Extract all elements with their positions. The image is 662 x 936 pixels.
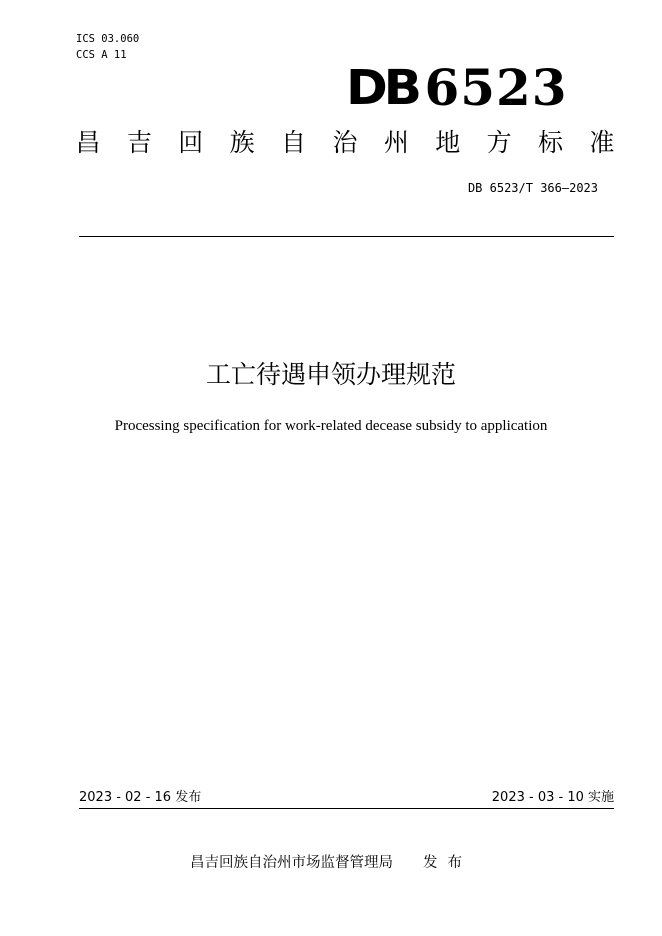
db-logo-letters: DB	[346, 60, 418, 116]
document-title-en: Processing specification for work-related decease subsidy to application	[114, 418, 548, 434]
implementation-date: 2023 - 03 - 10 实施	[491, 790, 614, 805]
standard-kind-char: 族	[229, 128, 255, 157]
standard-kind-char: 州	[383, 128, 409, 157]
document-title-zh: 工亡待遇申领办理规范	[205, 360, 456, 389]
issuer-line	[0, 853, 662, 873]
standard-kind-heading	[72, 126, 618, 160]
issuer-action: 发布	[423, 855, 472, 871]
ics-code: ICS 03.060	[76, 33, 140, 45]
standard-kind-char: 地	[435, 128, 461, 157]
footer-divider	[79, 808, 614, 809]
standard-kind-char: 回	[178, 128, 204, 157]
standard-kind-char: 自	[281, 128, 307, 157]
issue-date: 2023 - 02 - 16 发布	[79, 790, 202, 805]
standard-kind-char: 标	[538, 128, 564, 157]
standard-kind-char: 方	[486, 128, 512, 157]
db-logo-number: 6523	[424, 58, 568, 117]
standard-number: DB 6523/T 366—2023	[467, 181, 598, 195]
issuer-organization: 昌吉回族自治州市场监督管理局	[190, 855, 393, 871]
standard-kind-char: 治	[332, 128, 358, 157]
standard-kind-char: 昌	[75, 128, 101, 157]
db-logo	[346, 52, 568, 117]
ccs-code: CCS A 11	[76, 49, 127, 61]
header-divider	[79, 236, 614, 237]
standard-kind-char: 吉	[126, 128, 152, 157]
standard-kind-char: 准	[589, 128, 615, 157]
